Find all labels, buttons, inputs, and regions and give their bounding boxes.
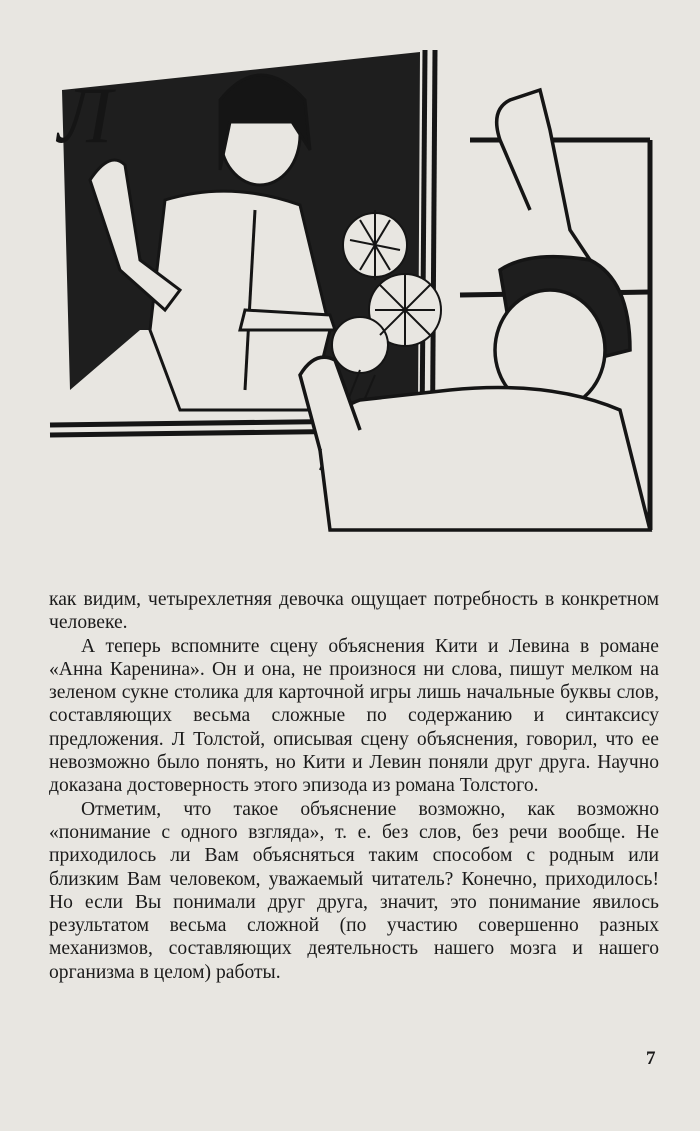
page-number: 7 bbox=[646, 1048, 656, 1069]
body-text bbox=[49, 588, 659, 984]
paragraph-1: как видим, четырехлетняя девочка ощущает потребность в конкретном человеке. bbox=[49, 589, 659, 634]
paragraph-2: А теперь вспомните сцену объяснения Кити и Левина в романе «Анна Каренина». Он и она, не произнося ни слова, пишут мелком на зеленом сукне столика для карточной игры лишь начальные буквы слов, составляющих весьма сложные по содержанию и синтаксису предложения. Л Толстой, описывая сцену объяснения, говорил, что ее невозможно было понять, но Кити и Левин поняли друг друга. Научно доказана достоверность этого эпизода из романа Толстого. bbox=[49, 635, 659, 797]
paragraph-3: Отметим, что такое объяснение возможно, как возможно «понимание с одного взгляда», т. е. без слов, без речи вообще. Не приходилось ли Вам объясняться таким способом с родным или близким Вам человеком, уважаемый читатель? Конечно, приходилось! Но если Вы понимали друг друга, значит, это понимание явилось результатом весьма сложной (по участию совершенно разных механизмов, составляющих деятельность нашего мозга и нашего организма в целом) работы. bbox=[49, 798, 659, 983]
illustration-letter: Л bbox=[58, 72, 113, 160]
illustration-train-window bbox=[30, 30, 670, 550]
